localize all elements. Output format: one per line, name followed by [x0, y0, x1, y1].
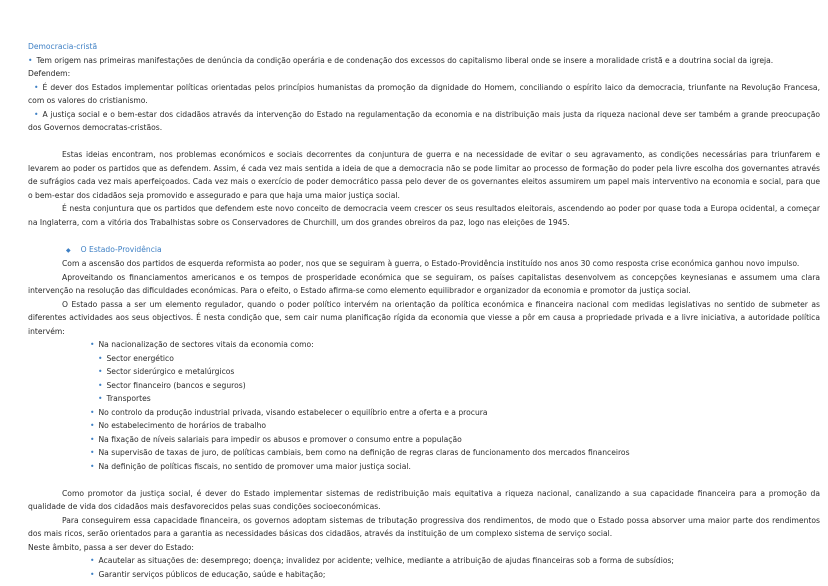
- paragraph: É nesta conjuntura que os partidos que defendem este novo conceito de democracia veem crescer os seus resultados eleitorais, ascendendo ao poder por quase toda a Europa ocidental, a começar na Inglaterra, com a vitória dos Trabalhistas sobre os Conservadores de Churchill, um dos grandes obreiros da paz, logo nas eleições de 1945.: [28, 204, 820, 227]
- section-heading-democracia: Democracia-cristã: [28, 42, 98, 51]
- paragraph: Para conseguirem essa capacidade financeira, os governos adoptam sistemas de tributação progressiva dos rendimentos, de modo que o Estado possa absorver uma maior parte dos rendimentos dos mais ricos, serão orientados para a garantia as necessidades básicas dos cidadãos, através da instituição de um complexo sistema de serviço social.: [28, 515, 820, 538]
- section-heading-estado: [28, 243, 820, 258]
- list-item: [28, 460, 820, 474]
- defends-point-text: É dever dos Estados implementar políticas orientadas pelos princípios humanistas da promoção da dignidade do Homem, conciliando o espírito laico da democracia, triunfante na Revolução Francesa, com os valores do cristianismo.: [28, 82, 820, 105]
- paragraph: Aproveitando os financiamentos americanos e os tempos de prosperidade económica que se seguiram, os países capitalistas desenvolvem as concepções keynesianas e assumem uma clara intervenção na resolução das dificuldades económicas. Para o efeito, o Estado afirma-se como elemento equilibrador e organizador da economia e promotor da justiça social.: [28, 272, 820, 295]
- list-item: [28, 568, 820, 582]
- bullet-icon: •: [90, 556, 95, 565]
- bullet-icon: •: [90, 407, 95, 417]
- sub-list-item: [28, 352, 820, 366]
- section-heading-text: O Estado-Providência: [80, 244, 162, 254]
- sub-list-item-text: Transportes: [106, 394, 151, 403]
- list-item-text: Na fixação de níveis salariais para impedir os abusos e promover o consumo entre a população: [98, 434, 462, 444]
- sub-list-item-text: Sector energético: [106, 353, 174, 363]
- paragraph: Como promotor da justiça social, é dever do Estado implementar sistemas de redistribuição mais equitativa a riqueza nacional, canalizando a sua capacidade financeira para a promoção da qualidade de vida dos cidadãos mais desfavorecidos pelas suas condições socioeconómicas.: [28, 488, 820, 511]
- origin-text: Tem origem nas primeiras manifestações de denúncia da condição operária e de condenação dos excessos do capitalismo liberal onde se insere a moralidade cristã e a doutrina social da igreja.: [36, 55, 774, 65]
- paragraph: O Estado passa a ser um elemento regulador, quando o poder político intervém na orientação da política económica e financeira nacional com medidas legislativas no sentido de submeter as diferentes actividades aos seus objectivos. É nesta condição que, sem cair numa planificação rígida da economia que viesse a pôr em causa a propriedade privada e a livre iniciativa, a autoridade política intervém:: [28, 299, 820, 336]
- ambito-label: Neste âmbito, passa a ser dever do Estado:: [28, 542, 194, 552]
- bullet-icon: •: [90, 461, 95, 471]
- bullet-icon: •: [90, 569, 95, 579]
- bullet-icon: •: [98, 353, 103, 363]
- defends-point-text: A justiça social e o bem-estar dos cidadãos através da intervenção do Estado na regulamentação da economia e na distribuição mais justa da riqueza nacional deve ser também a grande preocupação dos Governos democratas-cristãos.: [28, 109, 820, 132]
- document-body: [28, 40, 820, 581]
- bullet-icon: •: [34, 109, 39, 119]
- spacer: [28, 473, 820, 487]
- bullet-icon: •: [98, 367, 103, 376]
- list-item: [28, 446, 820, 460]
- sub-list-item: [28, 365, 820, 379]
- list-item-text: Na supervisão de taxas de juro, de políticas cambiais, bem como na definição de regras claras de funcionamento dos mercados financeiros: [98, 448, 630, 457]
- bullet-icon: •: [90, 421, 95, 430]
- bullet-icon: •: [90, 448, 95, 457]
- list-item: [28, 338, 820, 352]
- paragraph: Com a ascensão dos partidos de esquerda reformista ao poder, nos que se seguiram à guerra, o Estado-Providência instituído nos anos 30 como resposta crise económica ganhou novo impulso.: [62, 259, 800, 268]
- list-item-text: Na definição de políticas fiscais, no sentido de promover uma maior justiça social.: [98, 461, 411, 471]
- list-item-text: Na nacionalização de sectores vitais da economia como:: [98, 340, 314, 349]
- list-item: [28, 419, 820, 433]
- bullet-icon: •: [90, 340, 95, 349]
- defends-point: [28, 108, 820, 135]
- defends-label: Defendem:: [28, 69, 71, 78]
- spacer: [28, 135, 820, 149]
- defends-point: [28, 81, 820, 108]
- bullet-icon: •: [28, 55, 33, 65]
- list-item-text: No estabelecimento de horários de trabalho: [98, 421, 267, 430]
- diamond-icon: ◆: [66, 246, 71, 254]
- paragraph: Estas ideias encontram, nos problemas económicos e sociais decorrentes da conjuntura de guerra e na necessidade de evitar o seu agravamento, as condições necessárias para triunfarem e levarem ao poder os partidos que as defendem. Assim, é cada vez mais sentida a ideia de que a democracia não se pode limitar ao processo de formação do poder pela livre escolha dos governantes através de sufrágios cada vez mais aperfeiçoados. Cada vez mais o exercício de poder democrático passa pelo dever de os governantes eleitos assumirem um papel mais interventivo na economia e social, para que o bem-estar dos cidadãos seja promovido e assegurado e para que haja uma maior justiça social.: [28, 150, 820, 200]
- list-item: [28, 554, 820, 568]
- bullet-icon: •: [90, 434, 95, 444]
- bullet-icon: •: [98, 380, 103, 390]
- list-item-text: No controlo da produção industrial privada, visando estabelecer o equilíbrio entre a oferta e a procura: [98, 407, 488, 417]
- list-item-text: Acautelar as situações de: desemprego; doença; invalidez por acidente; velhice, mediante a atribuição de ajudas financeiras sob a forma de subsídios;: [98, 556, 674, 565]
- bullet-icon: •: [98, 394, 103, 403]
- sub-list-item: [28, 392, 820, 406]
- sub-list-item-text: Sector financeiro (bancos e seguros): [106, 380, 246, 390]
- origin-item: [28, 54, 820, 68]
- spacer: [28, 229, 820, 243]
- bullet-icon: •: [34, 82, 39, 92]
- sub-list-item: [28, 379, 820, 393]
- list-item: [28, 406, 820, 420]
- list-item: [28, 433, 820, 447]
- list-item-text: Garantir serviços públicos de educação, saúde e habitação;: [98, 569, 326, 579]
- sub-list-item-text: Sector siderúrgico e metalúrgicos: [106, 367, 235, 376]
